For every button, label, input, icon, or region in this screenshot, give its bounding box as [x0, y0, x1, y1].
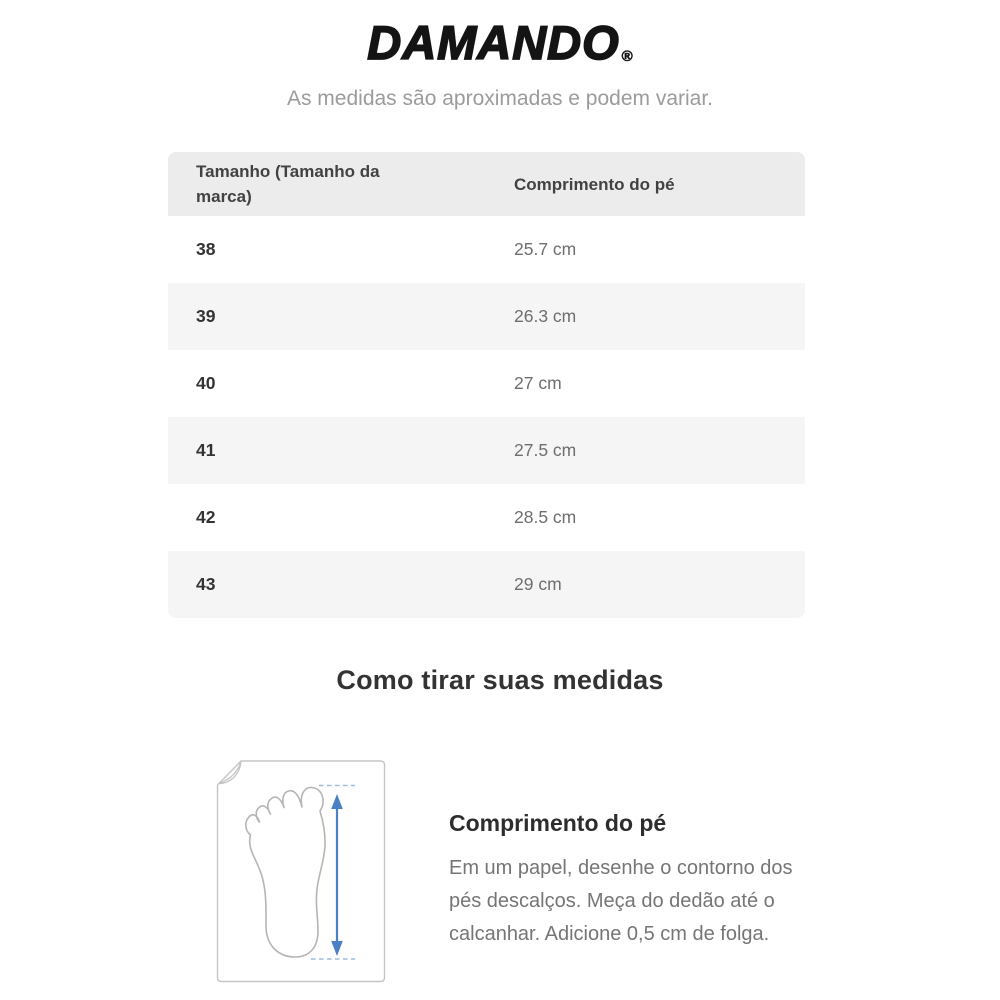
size-value: 40 [196, 373, 216, 393]
size-table-header-row [168, 152, 805, 216]
how-to-measure-title: Como tirar suas medidas [336, 665, 664, 695]
registered-trademark-symbol: ® [621, 48, 633, 65]
table-row-size-43 [168, 551, 805, 618]
size-table [168, 152, 805, 618]
size-column-header: Tamanho (Tamanho da marca) [196, 162, 380, 206]
size-value: 43 [196, 574, 216, 594]
foot-length-value: 27.5 cm [514, 440, 577, 460]
table-row-size-41 [168, 417, 805, 484]
size-value: 39 [196, 306, 216, 326]
foot-length-column-header: Comprimento do pé [514, 174, 675, 194]
foot-length-value: 25.7 cm [514, 239, 577, 259]
table-row-size-38 [168, 216, 805, 283]
table-row-size-42 [168, 484, 805, 551]
measure-instructions [449, 758, 817, 984]
foot-measurement-illustration-icon [215, 758, 387, 984]
foot-length-instructions-text: Em um papel, desenhe o contorno dos pés descalços. Meça do dedão até o calcanhar. Adicione 0,5 cm de folga. [449, 857, 793, 945]
brand-logo [0, 14, 1000, 84]
size-value: 42 [196, 507, 216, 527]
brand-logo-text: DAMANDO [367, 16, 620, 69]
foot-length-value: 29 cm [514, 574, 562, 594]
table-row-size-39 [168, 283, 805, 350]
size-value: 38 [196, 239, 216, 259]
table-row-size-40 [168, 350, 805, 417]
foot-length-heading: Comprimento do pé [449, 810, 667, 836]
size-value: 41 [196, 440, 216, 460]
foot-length-value: 27 cm [514, 373, 562, 393]
measure-guide-section [0, 758, 1000, 984]
foot-length-value: 28.5 cm [514, 507, 577, 527]
measurements-disclaimer: As medidas são aproximadas e podem variar. [286, 87, 714, 110]
foot-length-value: 26.3 cm [514, 306, 577, 326]
